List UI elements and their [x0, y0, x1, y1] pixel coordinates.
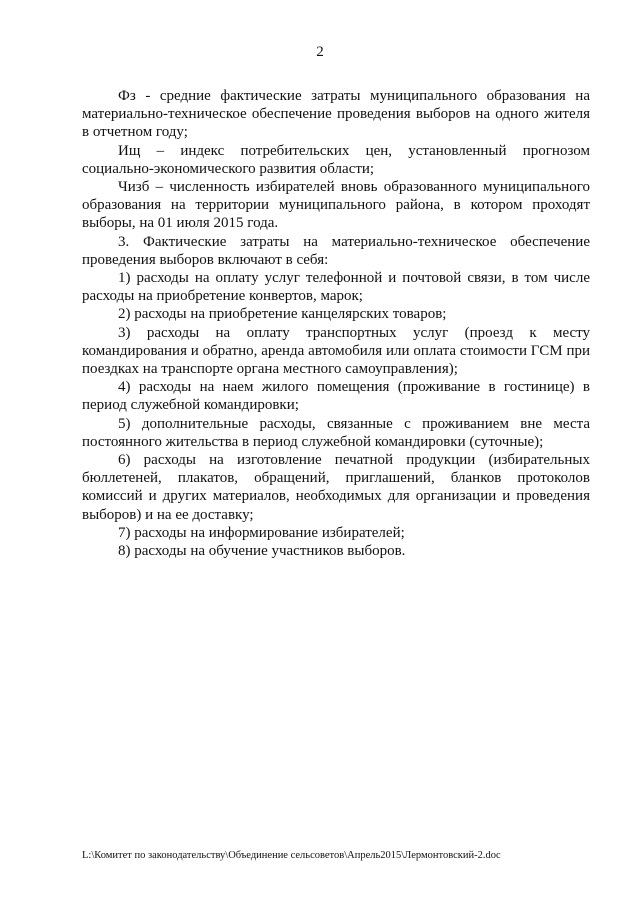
paragraph-ishch-definition: Ищ – индекс потребительских цен, установленный прогнозом социально-экономического развития области; — [82, 142, 590, 177]
list-item-5: 5) дополнительные расходы, связанные с проживанием вне места постоянного жительства в период служебной командировки (суточные); — [82, 415, 590, 450]
paragraph-section-3: 3. Фактические затраты на материально-техническое обеспечение проведения выборов включают в себя: — [82, 233, 590, 268]
list-item-8: 8) расходы на обучение участников выборов. — [118, 543, 406, 560]
list-item-4: 4) расходы на наем жилого помещения (проживание в гостинице) в период служебной командировки; — [82, 379, 590, 414]
footer-file-path: L:\Комитет по законодательству\Объединение сельсоветов\Апрель2015\Лермонтовский-2.doc — [82, 850, 501, 861]
paragraph-fz-definition: Фз - средние фактические затраты муниципального образования на материально-техническое обеспечение проведения выборов на одного жителя в отчетном году; — [82, 88, 590, 141]
list-item-2: 2) расходы на приобретение канцелярских товаров; — [118, 306, 447, 323]
list-item-7: 7) расходы на информирование избирателей; — [118, 524, 405, 541]
page-number: 2 — [316, 44, 324, 60]
list-item-6: 6) расходы на изготовление печатной продукции (избирательных бюллетеней, плакатов, обращений, приглашений, бланков протоколов комиссий и других материалов, необходимых для организации и проведения выборов) и на ее доставку; — [82, 452, 590, 523]
list-item-3: 3) расходы на оплату транспортных услуг (проезд к месту командирования и обратно, аренда автомобиля или оплата стоимости ГСМ при поездках на транспорте органа местного самоуправления); — [82, 324, 590, 378]
paragraph-chizb-definition: Чизб – численность избирателей вновь образованного муниципального образования на территории муниципального района, в котором проходят выборы, на 01 июля 2015 года. — [82, 179, 590, 232]
document-body — [82, 87, 590, 560]
list-item-1: 1) расходы на оплату услуг телефонной и почтовой связи, в том числе расходы на приобретение конвертов, марок; — [82, 270, 590, 305]
